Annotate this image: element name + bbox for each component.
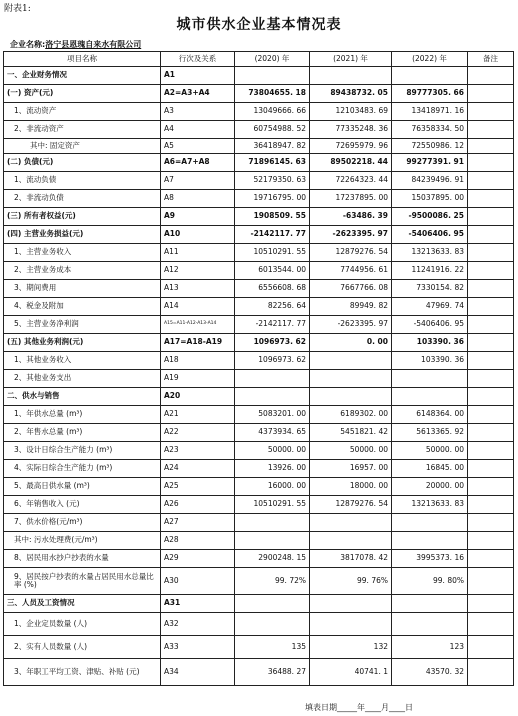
row-value-2021 <box>310 370 392 388</box>
row-value-2022 <box>392 514 468 532</box>
table-row <box>4 388 514 406</box>
row-note <box>468 442 514 460</box>
row-item-name: 1、流动负债 <box>4 172 161 190</box>
row-code: A17=A18-A19 <box>161 334 235 352</box>
table-row <box>4 316 514 334</box>
row-code: A3 <box>161 103 235 121</box>
row-code: A24 <box>161 460 235 478</box>
row-note <box>468 388 514 406</box>
row-value-2020: -2142117. 77 <box>235 316 310 334</box>
row-value-2022: -9500086. 25 <box>392 208 468 226</box>
row-value-2020: 16000. 00 <box>235 478 310 496</box>
row-code: A23 <box>161 442 235 460</box>
row-item-name: (一) 资产(元) <box>4 85 161 103</box>
table-row <box>4 298 514 316</box>
row-item-name: 8、居民用水抄户抄表的水量 <box>4 550 161 568</box>
row-value-2022: -5406406. 95 <box>392 316 468 334</box>
row-item-name: 4、实际日综合生产能力 (m³) <box>4 460 161 478</box>
data-table <box>3 51 514 686</box>
row-value-2021: 6189302. 00 <box>310 406 392 424</box>
row-item-name: (二) 负债(元) <box>4 154 161 172</box>
row-value-2022: 20000. 00 <box>392 478 468 496</box>
row-value-2022: 11241916. 22 <box>392 262 468 280</box>
table-row <box>4 550 514 568</box>
row-value-2020 <box>235 67 310 85</box>
row-item-name: 2、其他业务支出 <box>4 370 161 388</box>
row-note <box>468 352 514 370</box>
row-value-2020 <box>235 370 310 388</box>
annex-label: 附表1: <box>4 4 31 14</box>
row-value-2022: 15037895. 00 <box>392 190 468 208</box>
row-note <box>468 406 514 424</box>
table-row <box>4 613 514 636</box>
row-value-2022: 103390. 36 <box>392 334 468 352</box>
row-value-2022 <box>392 370 468 388</box>
row-item-name: 1、企业定员数量 (人) <box>4 613 161 636</box>
row-value-2020: 60754988. 52 <box>235 121 310 139</box>
row-value-2022: 6148364. 00 <box>392 406 468 424</box>
page-title: 城市供水企业基本情况表 <box>176 17 342 33</box>
row-value-2021 <box>310 352 392 370</box>
row-note <box>468 550 514 568</box>
row-code: A5 <box>161 139 235 154</box>
row-code: A32 <box>161 613 235 636</box>
row-value-2021: 99. 76% <box>310 568 392 595</box>
row-value-2020: 19716795. 00 <box>235 190 310 208</box>
table-row <box>4 352 514 370</box>
table-row <box>4 208 514 226</box>
table-row <box>4 172 514 190</box>
table-row <box>4 139 514 154</box>
row-value-2021: 0. 00 <box>310 334 392 352</box>
row-value-2020: 52179350. 63 <box>235 172 310 190</box>
row-value-2022: 84239496. 91 <box>392 172 468 190</box>
row-value-2022: 47969. 74 <box>392 298 468 316</box>
row-value-2021: 5451821. 42 <box>310 424 392 442</box>
row-value-2021: 18000. 00 <box>310 478 392 496</box>
row-code: A25 <box>161 478 235 496</box>
row-value-2020: 10510291. 55 <box>235 496 310 514</box>
row-code: A30 <box>161 568 235 595</box>
row-item-name: (四) 主营业务损益(元) <box>4 226 161 244</box>
row-value-2022: 99. 80% <box>392 568 468 595</box>
row-note <box>468 226 514 244</box>
row-note <box>468 514 514 532</box>
table-row <box>4 514 514 532</box>
row-item-name: (三) 所有者权益(元) <box>4 208 161 226</box>
row-value-2022: 89777305. 66 <box>392 85 468 103</box>
row-value-2020: 6013544. 00 <box>235 262 310 280</box>
row-note <box>468 496 514 514</box>
row-value-2021: 12879276. 54 <box>310 496 392 514</box>
table-body <box>4 67 514 686</box>
row-item-name: 3、年职工平均工资、津贴、补贴 (元) <box>4 659 161 686</box>
row-value-2021: 12879276. 54 <box>310 244 392 262</box>
row-value-2021: 17237895. 00 <box>310 190 392 208</box>
row-value-2021: 89502218. 44 <box>310 154 392 172</box>
row-note <box>468 636 514 659</box>
row-value-2021: -63486. 39 <box>310 208 392 226</box>
row-note <box>468 298 514 316</box>
row-code: A1 <box>161 67 235 85</box>
row-item-name: 2、实有人员数量 (人) <box>4 636 161 659</box>
row-note <box>468 190 514 208</box>
row-value-2020: 36488. 27 <box>235 659 310 686</box>
row-value-2021 <box>310 388 392 406</box>
row-value-2020 <box>235 532 310 550</box>
row-note <box>468 334 514 352</box>
row-note <box>468 244 514 262</box>
row-note <box>468 172 514 190</box>
row-code: A14 <box>161 298 235 316</box>
row-value-2022 <box>392 613 468 636</box>
row-value-2021: 72695979. 96 <box>310 139 392 154</box>
row-value-2022: 123 <box>392 636 468 659</box>
row-code: A20 <box>161 388 235 406</box>
row-value-2020: 1096973. 62 <box>235 334 310 352</box>
company-name: 洛宁县恩瑰自来水有限公司 <box>45 40 142 49</box>
row-code: A6=A7+A8 <box>161 154 235 172</box>
row-value-2020: 13049666. 66 <box>235 103 310 121</box>
row-code: A10 <box>161 226 235 244</box>
header-year-2022: (2022) 年 <box>392 52 468 67</box>
row-code: A22 <box>161 424 235 442</box>
row-code: A27 <box>161 514 235 532</box>
row-code: A2=A3+A4 <box>161 85 235 103</box>
row-item-name: 1、年供水总量 (m³) <box>4 406 161 424</box>
row-note <box>468 121 514 139</box>
row-value-2022 <box>392 67 468 85</box>
row-value-2022: 99277391. 91 <box>392 154 468 172</box>
row-code: A12 <box>161 262 235 280</box>
row-item-name: 2、年售水总量 (m³) <box>4 424 161 442</box>
row-item-name: 7、供水价格(元/m³) <box>4 514 161 532</box>
row-item-name: 其中: 固定资产 <box>4 139 161 154</box>
row-value-2021: 132 <box>310 636 392 659</box>
row-item-name: 其中: 污水处理费(元/m³) <box>4 532 161 550</box>
row-note <box>468 262 514 280</box>
row-code: A34 <box>161 659 235 686</box>
row-value-2021: -2623395. 97 <box>310 316 392 334</box>
table-row <box>4 442 514 460</box>
row-value-2021 <box>310 613 392 636</box>
table-row <box>4 424 514 442</box>
table-row <box>4 121 514 139</box>
row-value-2021 <box>310 595 392 613</box>
row-value-2022: 72550986. 12 <box>392 139 468 154</box>
row-value-2022 <box>392 532 468 550</box>
row-note <box>468 532 514 550</box>
company-label: 企业名称: <box>10 40 46 49</box>
row-note <box>468 280 514 298</box>
row-item-name: 2、非流动资产 <box>4 121 161 139</box>
row-item-name: 三、人员及工资情况 <box>4 595 161 613</box>
row-value-2020: 36418947. 82 <box>235 139 310 154</box>
table-row <box>4 460 514 478</box>
row-value-2021: 89949. 82 <box>310 298 392 316</box>
row-value-2020: 13926. 00 <box>235 460 310 478</box>
row-value-2021: 89438732. 05 <box>310 85 392 103</box>
row-value-2020: 135 <box>235 636 310 659</box>
row-code: A11 <box>161 244 235 262</box>
row-item-name: 2、非流动负债 <box>4 190 161 208</box>
row-code: A4 <box>161 121 235 139</box>
row-code: A7 <box>161 172 235 190</box>
row-code: A18 <box>161 352 235 370</box>
row-value-2021 <box>310 67 392 85</box>
row-item-name: 3、期间费用 <box>4 280 161 298</box>
row-note <box>468 67 514 85</box>
row-code: A31 <box>161 595 235 613</box>
row-value-2020: 1908509. 55 <box>235 208 310 226</box>
row-value-2020: 4373934. 65 <box>235 424 310 442</box>
row-note <box>468 659 514 686</box>
row-value-2020: 6556608. 68 <box>235 280 310 298</box>
header-year-2021: (2021) 年 <box>310 52 392 67</box>
row-value-2021: 3817078. 42 <box>310 550 392 568</box>
row-code: A8 <box>161 190 235 208</box>
row-value-2021 <box>310 514 392 532</box>
row-item-name: 1、流动资产 <box>4 103 161 121</box>
row-value-2020: 50000. 00 <box>235 442 310 460</box>
table-row <box>4 280 514 298</box>
row-note <box>468 154 514 172</box>
row-value-2020: 5083201. 00 <box>235 406 310 424</box>
row-value-2022: 3995373. 16 <box>392 550 468 568</box>
row-note <box>468 103 514 121</box>
fill-date: 填表日期_____年____月____日 <box>305 703 413 712</box>
row-code: A13 <box>161 280 235 298</box>
row-value-2021: 7744956. 61 <box>310 262 392 280</box>
row-note <box>468 460 514 478</box>
row-value-2020 <box>235 613 310 636</box>
row-code: A26 <box>161 496 235 514</box>
header-row-code: 行次及关系 <box>161 52 235 67</box>
row-value-2020 <box>235 595 310 613</box>
row-value-2022: 13418971. 16 <box>392 103 468 121</box>
row-value-2022: 7330154. 82 <box>392 280 468 298</box>
row-value-2020 <box>235 514 310 532</box>
row-value-2021: 50000. 00 <box>310 442 392 460</box>
row-item-name: 5、主营业务净利润 <box>4 316 161 334</box>
row-value-2020: 71896145. 63 <box>235 154 310 172</box>
row-item-name: 5、最高日供水量 (m³) <box>4 478 161 496</box>
header-note: 备注 <box>468 52 514 67</box>
row-value-2021: 7667766. 08 <box>310 280 392 298</box>
row-value-2022: 13213633. 83 <box>392 496 468 514</box>
table-row <box>4 478 514 496</box>
table-row <box>4 154 514 172</box>
row-note <box>468 370 514 388</box>
row-item-name: (五) 其他业务利润(元) <box>4 334 161 352</box>
row-value-2021: 72264323. 44 <box>310 172 392 190</box>
row-value-2022: 5613365. 92 <box>392 424 468 442</box>
row-code: A33 <box>161 636 235 659</box>
row-note <box>468 478 514 496</box>
row-item-name: 4、税金及附加 <box>4 298 161 316</box>
row-value-2020: 2900248. 15 <box>235 550 310 568</box>
row-code: A28 <box>161 532 235 550</box>
row-value-2022: 76358334. 50 <box>392 121 468 139</box>
table-row <box>4 244 514 262</box>
table-row <box>4 85 514 103</box>
row-value-2022: 43570. 32 <box>392 659 468 686</box>
table-row <box>4 67 514 85</box>
row-value-2020: 99. 72% <box>235 568 310 595</box>
row-code: A9 <box>161 208 235 226</box>
table-row <box>4 262 514 280</box>
row-value-2022: -5406406. 95 <box>392 226 468 244</box>
row-value-2021: 16957. 00 <box>310 460 392 478</box>
row-value-2021: -2623395. 97 <box>310 226 392 244</box>
header-year-2020: (2020) 年 <box>235 52 310 67</box>
row-item-name: 6、年销售收入 (元) <box>4 496 161 514</box>
row-note <box>468 85 514 103</box>
row-value-2021: 40741. 1 <box>310 659 392 686</box>
row-value-2020 <box>235 388 310 406</box>
company-line <box>10 39 141 50</box>
row-value-2022: 13213633. 83 <box>392 244 468 262</box>
row-value-2022 <box>392 595 468 613</box>
table-row <box>4 103 514 121</box>
row-note <box>468 568 514 595</box>
row-note <box>468 595 514 613</box>
row-value-2020: -2142117. 77 <box>235 226 310 244</box>
table-row <box>4 595 514 613</box>
row-value-2022 <box>392 388 468 406</box>
table-row <box>4 334 514 352</box>
row-note <box>468 613 514 636</box>
row-value-2021: 77335248. 36 <box>310 121 392 139</box>
row-value-2021: 12103483. 69 <box>310 103 392 121</box>
row-code: A15=A11-A12-A13-A14 <box>161 316 235 334</box>
table-row <box>4 659 514 686</box>
row-code: A21 <box>161 406 235 424</box>
table-header-row <box>4 52 514 67</box>
row-value-2022: 16845. 00 <box>392 460 468 478</box>
row-item-name: 1、主营业务收入 <box>4 244 161 262</box>
table-row <box>4 370 514 388</box>
row-item-name: 二、供水与销售 <box>4 388 161 406</box>
row-value-2022: 103390. 36 <box>392 352 468 370</box>
row-value-2021 <box>310 532 392 550</box>
row-value-2022: 50000. 00 <box>392 442 468 460</box>
table-row <box>4 568 514 595</box>
header-item-name: 项目名称 <box>4 52 161 67</box>
row-value-2020: 82256. 64 <box>235 298 310 316</box>
table-row <box>4 226 514 244</box>
table-row <box>4 496 514 514</box>
row-note <box>468 208 514 226</box>
table-row <box>4 532 514 550</box>
table-row <box>4 190 514 208</box>
row-code: A29 <box>161 550 235 568</box>
row-item-name: 3、设计日综合生产能力 (m³) <box>4 442 161 460</box>
table-row <box>4 406 514 424</box>
row-value-2020: 10510291. 55 <box>235 244 310 262</box>
row-value-2020: 1096973. 62 <box>235 352 310 370</box>
row-item-name: 一、企业财务情况 <box>4 67 161 85</box>
table-row <box>4 636 514 659</box>
row-item-name: 2、主营业务成本 <box>4 262 161 280</box>
row-value-2020: 73804655. 18 <box>235 85 310 103</box>
row-item-name: 1、其他业务收入 <box>4 352 161 370</box>
row-item-name: 9、居民按户抄表的水量占居民用水总量比率 (%) <box>4 568 161 595</box>
row-note <box>468 316 514 334</box>
row-note <box>468 139 514 154</box>
row-note <box>468 424 514 442</box>
row-code: A19 <box>161 370 235 388</box>
